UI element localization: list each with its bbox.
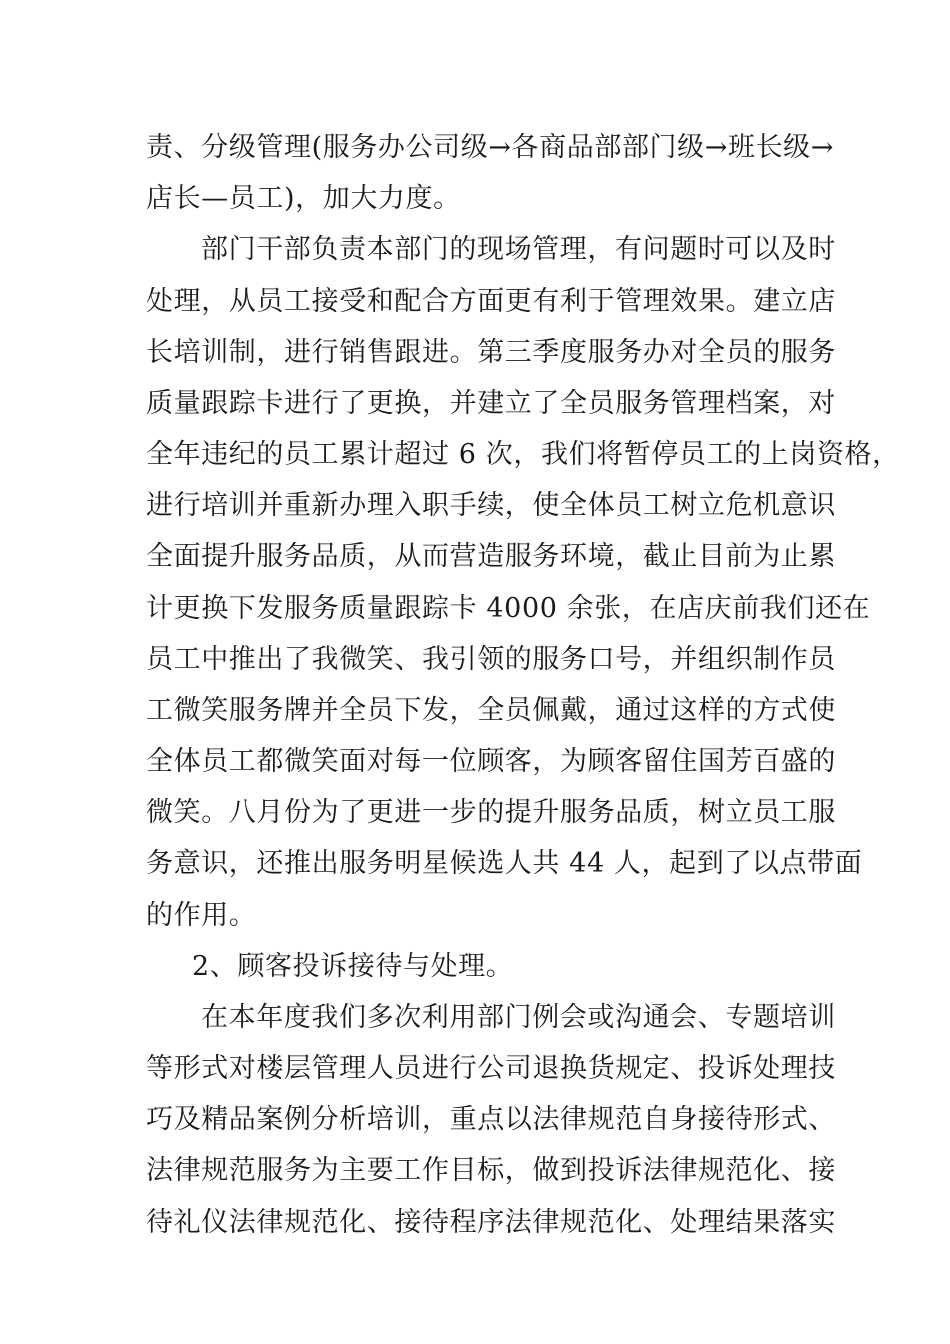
text-line: 进行培训并重新办理入职手续，使全体员工树立危机意识	[146, 490, 836, 521]
text-line: 全体员工都微笑面对每一位顾客，为顾客留住国芳百盛的	[146, 746, 836, 777]
text-line: 处理，从员工接受和配合方面更有利于管理效果。建立店	[146, 286, 836, 317]
text-line: 长培训制，进行销售跟进。第三季度服务办对全员的服务	[146, 337, 836, 368]
text-line: 工微笑服务牌并全员下发，全员佩戴，通过这样的方式使	[146, 695, 836, 726]
text-line: 法律规范服务为主要工作目标，做到投诉法律规范化、接	[146, 1155, 836, 1186]
text-line: 待礼仪法律规范化、接待程序法律规范化、处理结果落实	[146, 1207, 836, 1238]
paragraph-start: 在本年度我们多次利用部门例会或沟通会、专题培训	[201, 1002, 836, 1033]
text-line: 质量跟踪卡进行了更换，并建立了全员服务管理档案，对	[146, 388, 836, 419]
text-line: 店长—员工)，加大力度。	[146, 183, 461, 214]
text-line: 的作用。	[146, 900, 257, 931]
text-line: 微笑。八月份为了更进一步的提升服务品质，树立员工服	[146, 797, 836, 828]
text-line: 全面提升服务品质，从而营造服务环境，截止目前为止累	[146, 541, 836, 572]
section-heading: 2、顾客投诉接待与处理。	[192, 951, 514, 982]
paragraph-start: 部门干部负责本部门的现场管理，有问题时可以及时	[201, 234, 836, 265]
text-line: 员工中推出了我微笑、我引领的服务口号，并组织制作员	[146, 644, 836, 675]
text-line: 责、分级管理(服务办公司级→各商品部部门级→班长级→	[146, 132, 835, 163]
text-line: 务意识，还推出服务明星候选人共 44 人，起到了以点带面	[146, 848, 863, 879]
text-line: 等形式对楼层管理人员进行公司退换货规定、投诉处理技	[146, 1053, 836, 1084]
text-line: 巧及精品案例分析培训，重点以法律规范自身接待形式、	[146, 1104, 836, 1135]
text-line: 计更换下发服务质量跟踪卡 4000 余张，在店庆前我们还在	[146, 593, 871, 624]
text-line: 全年违纪的员工累计超过 6 次，我们将暂停员工的上岗资格，	[146, 439, 900, 470]
